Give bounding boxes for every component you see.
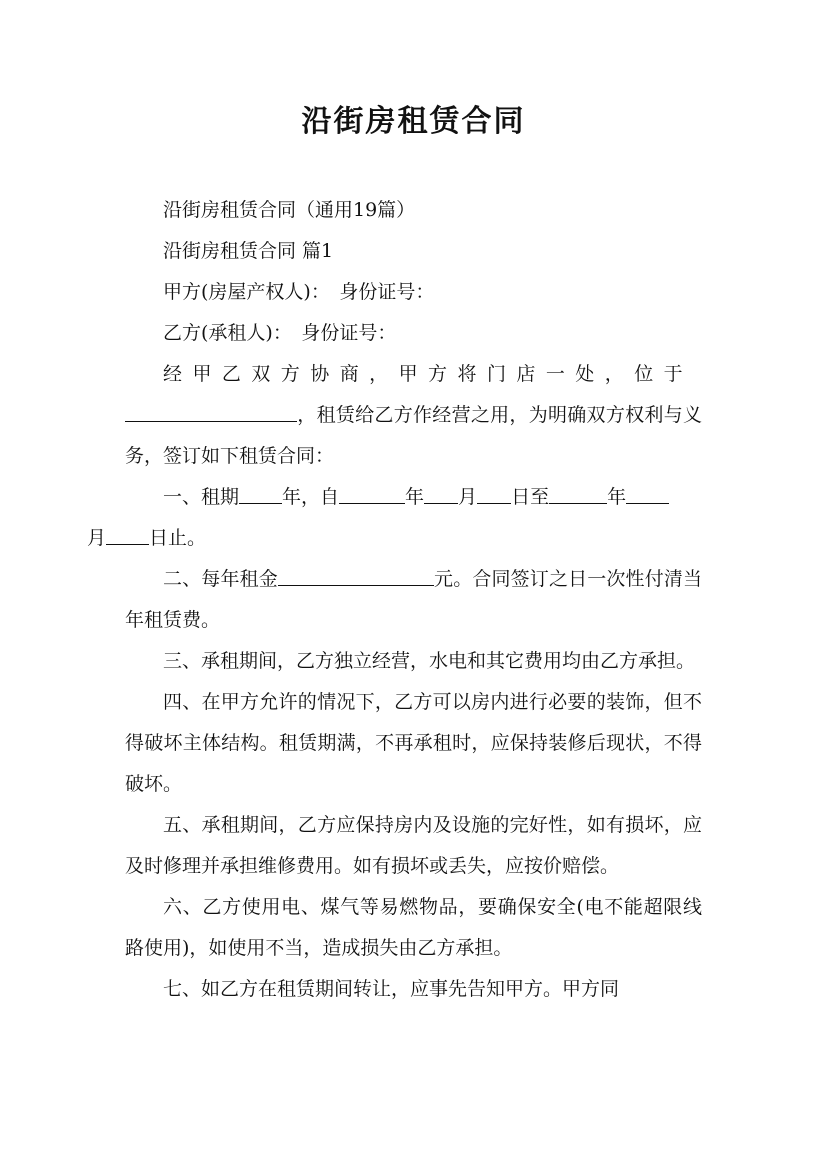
clause-1-text: 年 — [607, 486, 627, 508]
end-day-blank — [106, 525, 149, 545]
clause-1-text: 年 — [405, 486, 425, 508]
clause-2-text: 元。合同签订之日一次性付清当年租赁费。 — [125, 568, 702, 631]
party-a-line: 甲方(房屋产权人)： 身份证号： — [163, 281, 435, 303]
clause-2 — [125, 559, 702, 641]
party-b-line: 乙方(承租人)： 身份证号： — [163, 322, 397, 344]
clause-4: 四、在甲方允许的情况下，乙方可以房内进行必要的装饰，但不得破坏主体结构。租赁期满，不再承租时，应保持装修后现状，不得破坏。 — [125, 691, 702, 795]
clause-1 — [87, 477, 702, 559]
end-month-blank — [626, 484, 669, 504]
annual-rent-blank — [278, 566, 434, 586]
clause-1-text: 月 — [458, 486, 478, 508]
document-title: 沿街房租赁合同 — [301, 104, 526, 139]
start-year-blank — [339, 484, 405, 504]
chapter-heading: 沿街房租赁合同 篇1 — [163, 240, 334, 262]
document-subtitle: 沿街房租赁合同（通用19篇） — [163, 199, 416, 221]
clause-3: 三、承租期间，乙方独立经营，水电和其它费用均由乙方承担。 — [163, 650, 696, 672]
clause-1-text: 日止。 — [149, 527, 207, 549]
location-blank — [125, 402, 297, 422]
start-month-blank — [424, 484, 458, 504]
start-day-blank — [477, 484, 511, 504]
intro-paragraph — [125, 354, 702, 477]
clause-1-text: 日至 — [511, 486, 550, 508]
intro-text-b: ，租赁给乙方作经营之用，为明确双方权利与义务，签订如下租赁合同： — [125, 404, 702, 467]
intro-text-a: 经甲乙双方协商，甲方将门店一处，位于 — [163, 363, 694, 385]
end-year-blank — [549, 484, 607, 504]
clause-1-text: 一、租期 — [163, 486, 240, 508]
clause-5: 五、承租期间，乙方应保持房内及设施的完好性，如有损坏，应及时修理并承担维修费用。如有损坏或丢失，应按价赔偿。 — [125, 814, 702, 877]
term-years-blank — [239, 484, 282, 504]
clause-6: 六、乙方使用电、煤气等易燃物品，要确保安全(电不能超限线路使用)，如使用不当，造成损失由乙方承担。 — [125, 896, 702, 959]
clause-1-text: 年，自 — [282, 486, 340, 508]
clause-1-text: 月 — [87, 527, 107, 549]
document-body — [87, 190, 702, 1010]
clause-2-text: 二、每年租金 — [163, 568, 278, 590]
clause-7: 七、如乙方在租赁期间转让，应事先告知甲方。甲方同 — [163, 978, 620, 1000]
